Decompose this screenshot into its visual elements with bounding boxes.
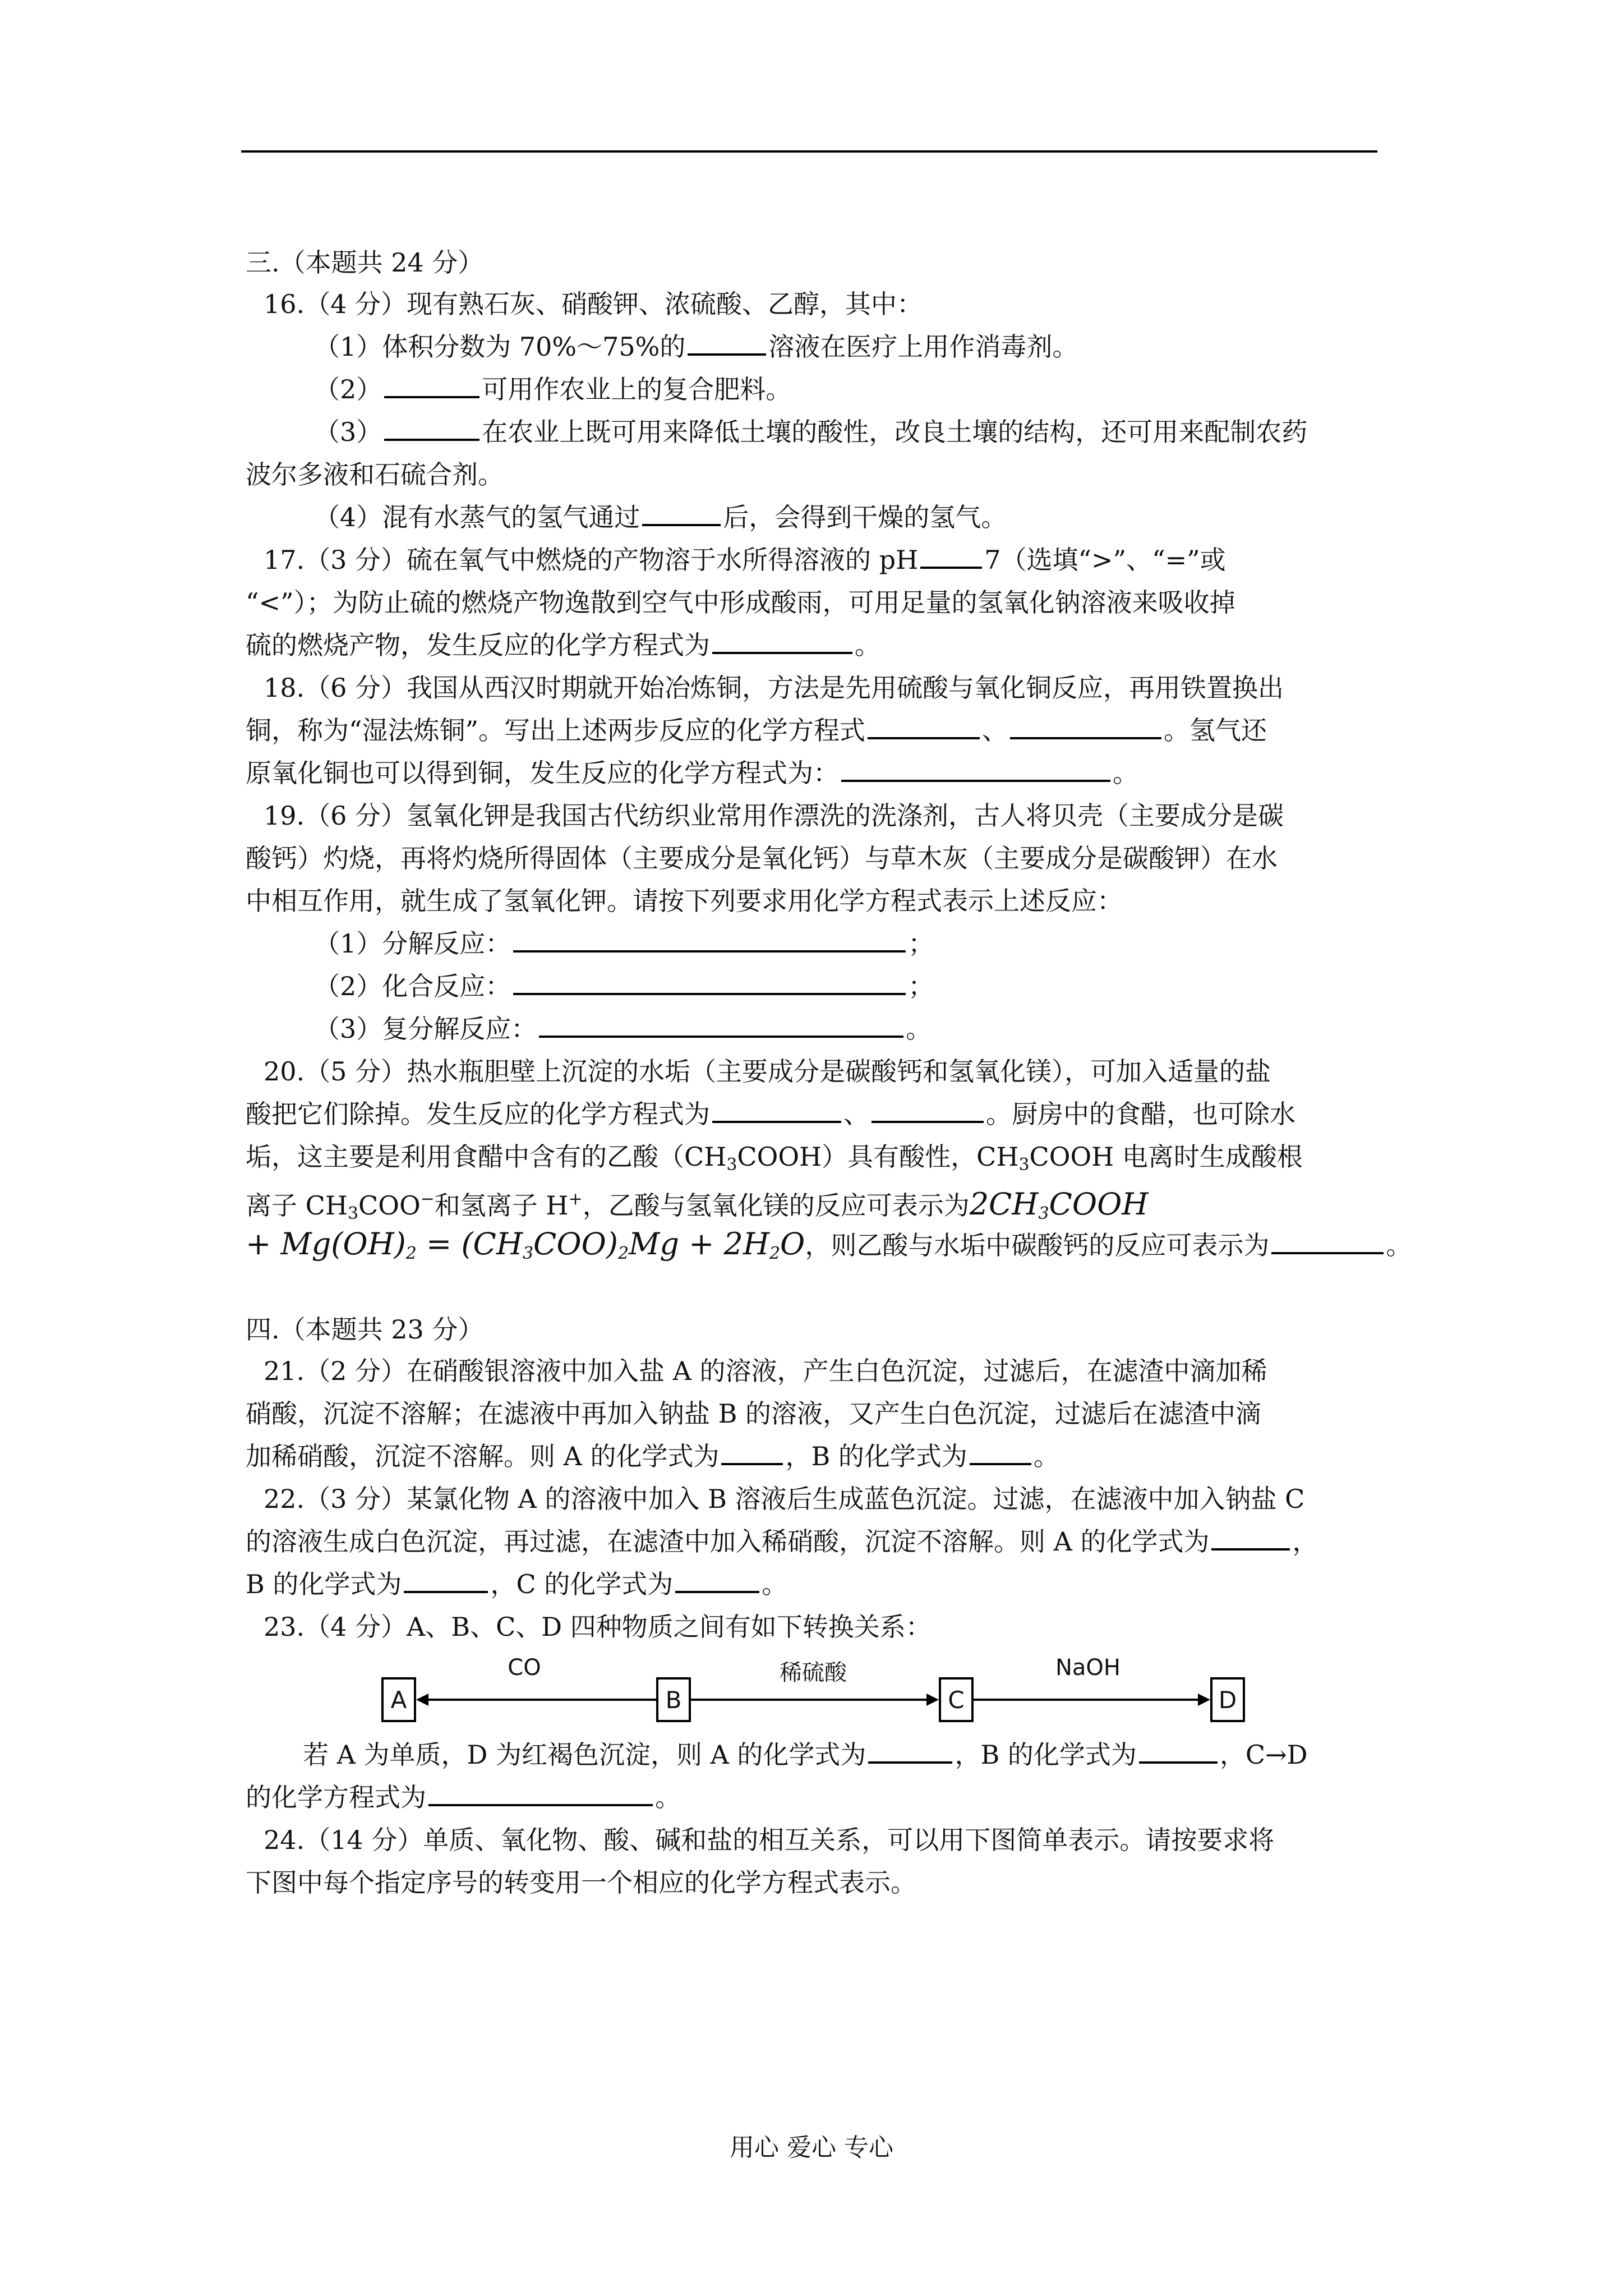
answer-blank[interactable] [539, 1013, 903, 1038]
answer-blank[interactable] [404, 1568, 488, 1593]
arrow-line [974, 1699, 1198, 1701]
q18-line3: 原氧化铜也可以得到铜，发生反应的化学方程式为： 。 [246, 758, 1138, 788]
header-rule [241, 150, 1377, 153]
q20-line5: + $Mg(OH)_2 = (CH_3COO)_2Mg + 2H_2O$，则乙酸与水垢中碳酸钙的反应可表示为 。 [246, 1226, 1412, 1263]
box-c: C [939, 1677, 974, 1722]
label-naoh: NaOH [1055, 1655, 1121, 1681]
q17-line2: “<”）；为防止硫的燃烧产物逸散到空气中形成酸雨，可用足量的氢氧化钠溶液来吸收掉 [246, 587, 1235, 618]
q22-line1: 22.（3 分）某氯化物 A 的溶液中加入 B 溶液后生成蓝色沉淀。过滤，在滤液中加入钠盐 C [264, 1484, 1305, 1514]
q16-stem: 16.（4 分）现有熟石灰、硝酸钾、浓硫酸、乙醇，其中： [264, 289, 923, 319]
q17-line3: 硫的燃烧产物，发生反应的化学方程式为 。 [246, 630, 880, 660]
section-3-heading: 三.（本题共 24 分） [246, 247, 484, 278]
answer-blank[interactable] [642, 501, 721, 526]
q17-line1: 17.（3 分）硫在氧气中燃烧的产物溶于水所得溶液的 pH 7（选填“>”、“=”或 [264, 545, 1226, 575]
answer-blank[interactable] [513, 928, 906, 953]
q19-line1: 19.（6 分）氢氧化钾是我国古代纺织业常用作漂洗的洗涤剂，古人将贝壳（主要成分是碳 [264, 800, 1284, 831]
answer-blank[interactable] [384, 374, 479, 398]
answer-blank[interactable] [721, 1441, 783, 1465]
box-b: B [656, 1677, 691, 1722]
q22-line3: B 的化学式为 ，C 的化学式为 。 [246, 1569, 788, 1599]
q16-part3-cont: 波尔多液和石硫合剂。 [246, 459, 504, 490]
q20-line2: 酸把它们除掉。发生反应的化学方程式为 、 。厨房中的食醋，也可除水 [246, 1099, 1295, 1129]
arrow-right-icon [1198, 1694, 1210, 1706]
answer-blank[interactable] [712, 629, 852, 654]
q19-line2: 酸钙）灼烧，再将灼烧所得固体（主要成分是氧化钙）与草木灰（主要成分是碳酸钾）在水 [246, 843, 1278, 873]
q20-line1: 20.（5 分）热水瓶胆壁上沉淀的水垢（主要成分是碳酸钙和氢氧化镁），可加入适量的盐 [264, 1056, 1271, 1087]
answer-blank[interactable] [1271, 1230, 1384, 1254]
q19-part2: （2）化合反应： ； [314, 971, 934, 1001]
answer-blank[interactable] [872, 1098, 984, 1123]
answer-blank[interactable] [428, 1782, 653, 1806]
q18-line1: 18.（6 分）我国从西汉时期就开始冶炼铜，方法是先用硫酸与氧化铜反应，再用铁置换出 [264, 673, 1284, 703]
answer-blank[interactable] [688, 331, 766, 356]
answer-blank[interactable] [675, 1568, 759, 1593]
q24-line1: 24.（14 分）单质、氧化物、酸、碱和盐的相互关系，可以用下图简单表示。请按要求将 [264, 1825, 1275, 1855]
answer-blank[interactable] [868, 715, 980, 739]
answer-blank[interactable] [1211, 1526, 1290, 1550]
arrow-left-icon [416, 1694, 428, 1706]
page-footer: 用心 爱心 专心 [730, 2133, 893, 2162]
answer-blank[interactable] [920, 544, 982, 569]
q21-line1: 21.（2 分）在硝酸银溶液中加入盐 A 的溶液，产生白色沉淀，过滤后，在滤渣中滴加稀 [264, 1356, 1267, 1386]
equation-term: $2CH_3COOH$ [969, 1186, 1149, 1223]
answer-blank[interactable] [841, 757, 1110, 782]
q23-line3: 的化学方程式为 。 [246, 1782, 681, 1812]
arrow-right-icon [926, 1694, 939, 1706]
q21-line3: 加稀硝酸，沉淀不溶解。则 A 的化学式为 ，B 的化学式为 。 [246, 1441, 1059, 1471]
equation: + $Mg(OH)_2 = (CH_3COO)_2Mg + 2H_2O$ [246, 1226, 805, 1263]
answer-blank[interactable] [384, 416, 479, 441]
q23-line2: 若 A 为单质，D 为红褐色沉淀，则 A 的化学式为 ，B 的化学式为 ，C→D [303, 1740, 1308, 1770]
q16-part1: （1）体积分数为 70%～75%的 溶液在医疗上用作消毒剂。 [314, 332, 1078, 362]
q19-part1: （1）分解反应： ； [314, 928, 934, 959]
q19-part3: （3）复分解反应： 。 [314, 1014, 932, 1044]
section-4-heading: 四.（本题共 23 分） [246, 1314, 484, 1345]
q18-line2: 铜，称为“湿法炼铜”。写出上述两步反应的化学方程式 、 。氢气还 [246, 715, 1267, 746]
q20-line4: 离子 $CH_3COO^-$和氢离子 H+，乙酸与氢氧化镁的反应可表示为$2CH_3COOH$ [246, 1186, 1149, 1223]
conversion-diagram [381, 1655, 1245, 1739]
q16-part4: （4）混有水蒸气的氢气通过 后，会得到干燥的氢气。 [314, 502, 1007, 532]
q16-part3: （3） 在农业上既可用来降低土壤的酸性，改良土壤的结构，还可用来配制农药 [314, 417, 1308, 447]
q24-line2: 下图中每个指定序号的转变用一个相应的化学方程式表示。 [246, 1867, 916, 1898]
q16-part2: （2） 可用作农业上的复合肥料。 [314, 374, 792, 404]
label-dilute-sulfuric-acid: 稀硫酸 [780, 1660, 847, 1686]
arrow-line [427, 1699, 656, 1701]
answer-blank[interactable] [868, 1739, 952, 1764]
answer-blank[interactable] [1010, 715, 1161, 739]
label-co: CO [508, 1655, 541, 1681]
arrow-line [691, 1699, 926, 1701]
q22-line2: 的溶液生成白色沉淀，再过滤，在滤渣中加入稀硝酸，沉淀不溶解。则 A 的化学式为 ， [246, 1526, 1318, 1557]
q20-line3: 垢，这主要是利用食醋中含有的乙酸$(CH_3COOH)$具有酸性，$CH_3COOH$ 电离时生成酸根 [246, 1142, 1303, 1175]
answer-blank[interactable] [513, 970, 906, 995]
answer-blank[interactable] [712, 1098, 841, 1123]
q23-line1: 23.（4 分）A、B、C、D 四种物质之间有如下转换关系： [264, 1612, 932, 1642]
q21-line2: 硝酸，沉淀不溶解；在滤液中再加入钠盐 B 的溶液，又产生白色沉淀，过滤后在滤渣中滴 [246, 1398, 1262, 1429]
box-a: A [381, 1677, 416, 1722]
box-d: D [1210, 1677, 1245, 1722]
answer-blank[interactable] [970, 1441, 1031, 1465]
answer-blank[interactable] [1139, 1739, 1218, 1764]
q19-line3: 中相互作用，就生成了氢氧化钾。请按下列要求用化学方程式表示上述反应： [246, 886, 1123, 916]
